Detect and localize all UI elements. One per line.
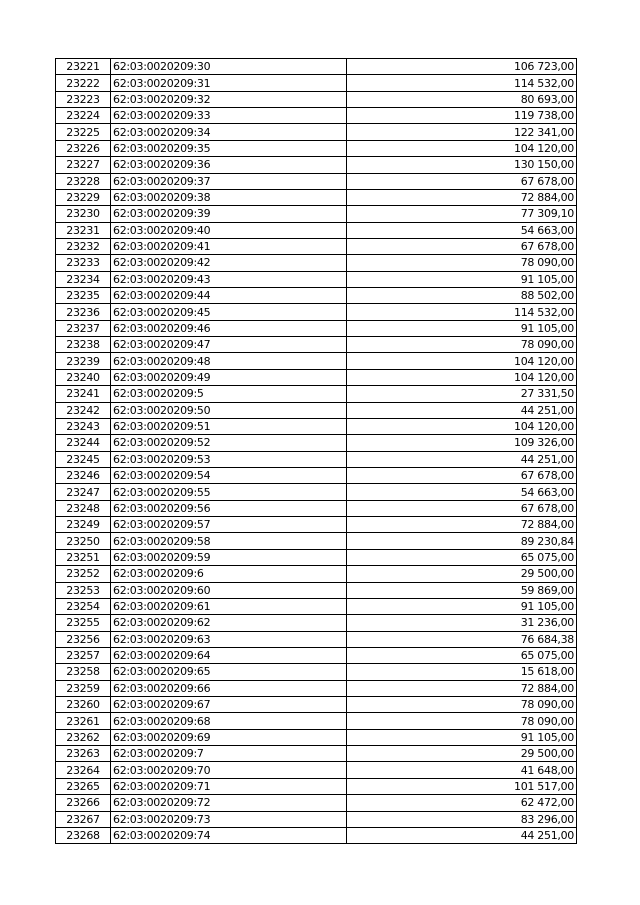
row-number-cell: 23245 bbox=[56, 451, 111, 467]
cadastral-number-cell: 62:03:0020209:50 bbox=[111, 402, 347, 418]
row-number-cell: 23222 bbox=[56, 75, 111, 91]
cadastral-number-cell: 62:03:0020209:64 bbox=[111, 647, 347, 663]
value-cell: 78 090,00 bbox=[347, 713, 577, 729]
row-number-cell: 23242 bbox=[56, 402, 111, 418]
row-number-cell: 23253 bbox=[56, 582, 111, 598]
table-row bbox=[56, 664, 577, 680]
cadastral-number-cell: 62:03:0020209:40 bbox=[111, 222, 347, 238]
table-row bbox=[56, 615, 577, 631]
cadastral-number-cell: 62:03:0020209:39 bbox=[111, 206, 347, 222]
cadastral-number-cell: 62:03:0020209:74 bbox=[111, 827, 347, 843]
value-cell: 29 500,00 bbox=[347, 746, 577, 762]
value-cell: 15 618,00 bbox=[347, 664, 577, 680]
cadastral-number-cell: 62:03:0020209:66 bbox=[111, 680, 347, 696]
table-row bbox=[56, 435, 577, 451]
table-row bbox=[56, 467, 577, 483]
value-cell: 54 663,00 bbox=[347, 484, 577, 500]
value-cell: 104 120,00 bbox=[347, 353, 577, 369]
table-row bbox=[56, 549, 577, 565]
row-number-cell: 23261 bbox=[56, 713, 111, 729]
cadastral-number-cell: 62:03:0020209:30 bbox=[111, 59, 347, 75]
value-cell: 29 500,00 bbox=[347, 566, 577, 582]
cadastral-number-cell: 62:03:0020209:36 bbox=[111, 157, 347, 173]
row-number-cell: 23251 bbox=[56, 549, 111, 565]
value-cell: 106 723,00 bbox=[347, 59, 577, 75]
value-cell: 114 532,00 bbox=[347, 75, 577, 91]
value-cell: 65 075,00 bbox=[347, 647, 577, 663]
value-cell: 67 678,00 bbox=[347, 173, 577, 189]
table-row bbox=[56, 729, 577, 745]
value-cell: 91 105,00 bbox=[347, 598, 577, 614]
cadastral-number-cell: 62:03:0020209:69 bbox=[111, 729, 347, 745]
table-row bbox=[56, 271, 577, 287]
value-cell: 89 230,84 bbox=[347, 533, 577, 549]
cadastral-number-cell: 62:03:0020209:34 bbox=[111, 124, 347, 140]
table-row bbox=[56, 500, 577, 516]
table-row bbox=[56, 140, 577, 156]
cadastral-number-cell: 62:03:0020209:5 bbox=[111, 386, 347, 402]
cadastral-number-cell: 62:03:0020209:62 bbox=[111, 615, 347, 631]
table-row bbox=[56, 59, 577, 75]
cadastral-number-cell: 62:03:0020209:65 bbox=[111, 664, 347, 680]
cadastral-number-cell: 62:03:0020209:73 bbox=[111, 811, 347, 827]
row-number-cell: 23243 bbox=[56, 418, 111, 434]
row-number-cell: 23264 bbox=[56, 762, 111, 778]
registry-table-body bbox=[56, 59, 577, 844]
table-row bbox=[56, 827, 577, 843]
table-row bbox=[56, 484, 577, 500]
table-row bbox=[56, 811, 577, 827]
value-cell: 78 090,00 bbox=[347, 697, 577, 713]
cadastral-number-cell: 62:03:0020209:35 bbox=[111, 140, 347, 156]
table-row bbox=[56, 680, 577, 696]
value-cell: 130 150,00 bbox=[347, 157, 577, 173]
cadastral-number-cell: 62:03:0020209:55 bbox=[111, 484, 347, 500]
table-row bbox=[56, 238, 577, 254]
table-row bbox=[56, 124, 577, 140]
cadastral-number-cell: 62:03:0020209:70 bbox=[111, 762, 347, 778]
row-number-cell: 23229 bbox=[56, 189, 111, 205]
cadastral-number-cell: 62:03:0020209:53 bbox=[111, 451, 347, 467]
table-row bbox=[56, 173, 577, 189]
row-number-cell: 23247 bbox=[56, 484, 111, 500]
row-number-cell: 23233 bbox=[56, 255, 111, 271]
table-row bbox=[56, 320, 577, 336]
row-number-cell: 23221 bbox=[56, 59, 111, 75]
row-number-cell: 23224 bbox=[56, 108, 111, 124]
value-cell: 114 532,00 bbox=[347, 304, 577, 320]
table-row bbox=[56, 402, 577, 418]
value-cell: 104 120,00 bbox=[347, 418, 577, 434]
table-row bbox=[56, 566, 577, 582]
value-cell: 67 678,00 bbox=[347, 467, 577, 483]
table-row bbox=[56, 255, 577, 271]
table-row bbox=[56, 697, 577, 713]
row-number-cell: 23225 bbox=[56, 124, 111, 140]
value-cell: 104 120,00 bbox=[347, 140, 577, 156]
value-cell: 62 472,00 bbox=[347, 795, 577, 811]
cadastral-number-cell: 62:03:0020209:61 bbox=[111, 598, 347, 614]
table-row bbox=[56, 517, 577, 533]
row-number-cell: 23259 bbox=[56, 680, 111, 696]
cadastral-number-cell: 62:03:0020209:47 bbox=[111, 337, 347, 353]
value-cell: 91 105,00 bbox=[347, 271, 577, 287]
value-cell: 83 296,00 bbox=[347, 811, 577, 827]
row-number-cell: 23227 bbox=[56, 157, 111, 173]
row-number-cell: 23228 bbox=[56, 173, 111, 189]
cadastral-number-cell: 62:03:0020209:33 bbox=[111, 108, 347, 124]
row-number-cell: 23249 bbox=[56, 517, 111, 533]
cadastral-number-cell: 62:03:0020209:71 bbox=[111, 778, 347, 794]
row-number-cell: 23267 bbox=[56, 811, 111, 827]
row-number-cell: 23231 bbox=[56, 222, 111, 238]
row-number-cell: 23252 bbox=[56, 566, 111, 582]
value-cell: 119 738,00 bbox=[347, 108, 577, 124]
row-number-cell: 23241 bbox=[56, 386, 111, 402]
value-cell: 67 678,00 bbox=[347, 238, 577, 254]
cadastral-number-cell: 62:03:0020209:58 bbox=[111, 533, 347, 549]
cadastral-number-cell: 62:03:0020209:59 bbox=[111, 549, 347, 565]
cadastral-number-cell: 62:03:0020209:60 bbox=[111, 582, 347, 598]
value-cell: 109 326,00 bbox=[347, 435, 577, 451]
value-cell: 122 341,00 bbox=[347, 124, 577, 140]
table-row bbox=[56, 647, 577, 663]
value-cell: 101 517,00 bbox=[347, 778, 577, 794]
row-number-cell: 23254 bbox=[56, 598, 111, 614]
value-cell: 77 309,10 bbox=[347, 206, 577, 222]
cadastral-number-cell: 62:03:0020209:68 bbox=[111, 713, 347, 729]
cadastral-number-cell: 62:03:0020209:63 bbox=[111, 631, 347, 647]
value-cell: 76 684,38 bbox=[347, 631, 577, 647]
row-number-cell: 23246 bbox=[56, 467, 111, 483]
row-number-cell: 23260 bbox=[56, 697, 111, 713]
value-cell: 104 120,00 bbox=[347, 369, 577, 385]
value-cell: 41 648,00 bbox=[347, 762, 577, 778]
cadastral-number-cell: 62:03:0020209:52 bbox=[111, 435, 347, 451]
cadastral-number-cell: 62:03:0020209:37 bbox=[111, 173, 347, 189]
cadastral-number-cell: 62:03:0020209:45 bbox=[111, 304, 347, 320]
cadastral-number-cell: 62:03:0020209:57 bbox=[111, 517, 347, 533]
row-number-cell: 23236 bbox=[56, 304, 111, 320]
value-cell: 72 884,00 bbox=[347, 680, 577, 696]
table-row bbox=[56, 75, 577, 91]
value-cell: 72 884,00 bbox=[347, 517, 577, 533]
table-row bbox=[56, 631, 577, 647]
table-row bbox=[56, 746, 577, 762]
row-number-cell: 23265 bbox=[56, 778, 111, 794]
value-cell: 91 105,00 bbox=[347, 729, 577, 745]
cadastral-number-cell: 62:03:0020209:32 bbox=[111, 91, 347, 107]
row-number-cell: 23258 bbox=[56, 664, 111, 680]
value-cell: 88 502,00 bbox=[347, 288, 577, 304]
cadastral-number-cell: 62:03:0020209:38 bbox=[111, 189, 347, 205]
value-cell: 44 251,00 bbox=[347, 827, 577, 843]
row-number-cell: 23232 bbox=[56, 238, 111, 254]
cadastral-number-cell: 62:03:0020209:72 bbox=[111, 795, 347, 811]
value-cell: 78 090,00 bbox=[347, 255, 577, 271]
table-row bbox=[56, 353, 577, 369]
cadastral-number-cell: 62:03:0020209:67 bbox=[111, 697, 347, 713]
value-cell: 72 884,00 bbox=[347, 189, 577, 205]
row-number-cell: 23256 bbox=[56, 631, 111, 647]
row-number-cell: 23250 bbox=[56, 533, 111, 549]
table-row bbox=[56, 598, 577, 614]
row-number-cell: 23223 bbox=[56, 91, 111, 107]
table-row bbox=[56, 451, 577, 467]
row-number-cell: 23237 bbox=[56, 320, 111, 336]
row-number-cell: 23255 bbox=[56, 615, 111, 631]
table-row bbox=[56, 157, 577, 173]
row-number-cell: 23244 bbox=[56, 435, 111, 451]
row-number-cell: 23235 bbox=[56, 288, 111, 304]
table-row bbox=[56, 91, 577, 107]
cadastral-number-cell: 62:03:0020209:49 bbox=[111, 369, 347, 385]
table-row bbox=[56, 206, 577, 222]
row-number-cell: 23266 bbox=[56, 795, 111, 811]
registry-table bbox=[55, 58, 577, 844]
row-number-cell: 23263 bbox=[56, 746, 111, 762]
value-cell: 31 236,00 bbox=[347, 615, 577, 631]
table-row bbox=[56, 582, 577, 598]
cadastral-number-cell: 62:03:0020209:46 bbox=[111, 320, 347, 336]
table-row bbox=[56, 369, 577, 385]
table-row bbox=[56, 795, 577, 811]
cadastral-number-cell: 62:03:0020209:41 bbox=[111, 238, 347, 254]
value-cell: 80 693,00 bbox=[347, 91, 577, 107]
row-number-cell: 23257 bbox=[56, 647, 111, 663]
cadastral-number-cell: 62:03:0020209:7 bbox=[111, 746, 347, 762]
cadastral-number-cell: 62:03:0020209:31 bbox=[111, 75, 347, 91]
cadastral-number-cell: 62:03:0020209:56 bbox=[111, 500, 347, 516]
table-row bbox=[56, 762, 577, 778]
cadastral-number-cell: 62:03:0020209:54 bbox=[111, 467, 347, 483]
row-number-cell: 23239 bbox=[56, 353, 111, 369]
cadastral-number-cell: 62:03:0020209:42 bbox=[111, 255, 347, 271]
row-number-cell: 23238 bbox=[56, 337, 111, 353]
value-cell: 65 075,00 bbox=[347, 549, 577, 565]
value-cell: 91 105,00 bbox=[347, 320, 577, 336]
table-row bbox=[56, 418, 577, 434]
row-number-cell: 23226 bbox=[56, 140, 111, 156]
value-cell: 54 663,00 bbox=[347, 222, 577, 238]
value-cell: 44 251,00 bbox=[347, 402, 577, 418]
value-cell: 78 090,00 bbox=[347, 337, 577, 353]
value-cell: 44 251,00 bbox=[347, 451, 577, 467]
value-cell: 67 678,00 bbox=[347, 500, 577, 516]
table-row bbox=[56, 337, 577, 353]
value-cell: 59 869,00 bbox=[347, 582, 577, 598]
table-row bbox=[56, 386, 577, 402]
row-number-cell: 23248 bbox=[56, 500, 111, 516]
row-number-cell: 23234 bbox=[56, 271, 111, 287]
table-row bbox=[56, 222, 577, 238]
cadastral-number-cell: 62:03:0020209:44 bbox=[111, 288, 347, 304]
table-row bbox=[56, 778, 577, 794]
cadastral-number-cell: 62:03:0020209:51 bbox=[111, 418, 347, 434]
table-row bbox=[56, 533, 577, 549]
table-row bbox=[56, 108, 577, 124]
table-row bbox=[56, 189, 577, 205]
row-number-cell: 23230 bbox=[56, 206, 111, 222]
row-number-cell: 23240 bbox=[56, 369, 111, 385]
row-number-cell: 23262 bbox=[56, 729, 111, 745]
cadastral-number-cell: 62:03:0020209:48 bbox=[111, 353, 347, 369]
table-row bbox=[56, 713, 577, 729]
row-number-cell: 23268 bbox=[56, 827, 111, 843]
table-row bbox=[56, 288, 577, 304]
value-cell: 27 331,50 bbox=[347, 386, 577, 402]
cadastral-number-cell: 62:03:0020209:6 bbox=[111, 566, 347, 582]
table-row bbox=[56, 304, 577, 320]
cadastral-number-cell: 62:03:0020209:43 bbox=[111, 271, 347, 287]
